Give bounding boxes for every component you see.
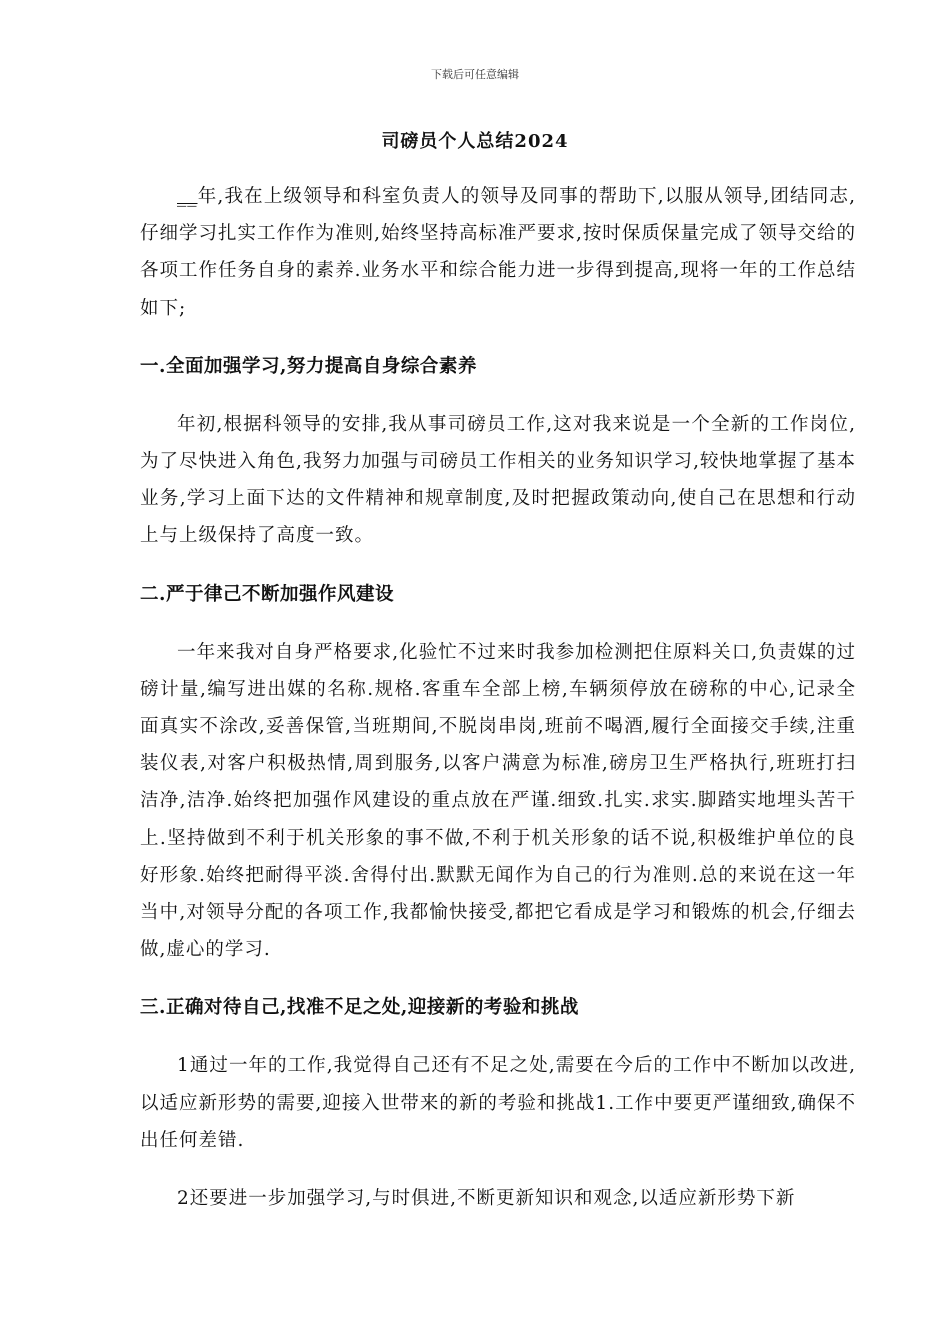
section-3-paragraph-2: 2还要进一步加强学习,与时俱进,不断更新知识和观念,以适应新形势下新 [177, 1188, 796, 1210]
section-1-heading: 一.全面加强学习,努力提高自身综合素养 [140, 355, 477, 377]
document-body [140, 178, 856, 1238]
document-title: 司磅员个人总结2024 [381, 131, 569, 152]
header-note: 下载后可任意编辑 [431, 68, 519, 81]
section-2-paragraph-1: 一年来我对自身严格要求,化验忙不过来时我参加检测把住原料关口,负责媒的过磅计量,编写进出媒的名称.规格.客重车全部上榜,车辆须停放在磅称的中心,记录全面真实不涂改,妥善保管,当班期间,不脱岗串岗,班前不喝酒,履行全面接交手续,注重装仪表,对客户积极热情,周到服务,以客户满意为标准,磅房卫生严格执行,班班打扫洁净,洁净.始终把加强作风建设的重点放在严谨.细致.扎实.求实.脚踏实地埋头苦干上.坚持做到不利于机关形象的事不做,不利于机关形象的话不说,积极维护单位的良好形象.始终把耐得平淡.舍得付出.默默无闻作为自己的行为准则.总的来说在这一年当中,对领导分配的各项工作,我都愉快接受,都把它看成是学习和锻炼的机会,仔细去做,虚心的学习. [140, 641, 856, 961]
section-1-paragraph-1: 年初,根据科领导的安排,我从事司磅员工作,这对我来说是一个全新的工作岗位,为了尽快进入角色,我努力加强与司磅员工作相关的业务知识学习,较快地掌握了基本业务,学习上面下达的文件精神和规章制度,及时把握政策动向,使自己在思想和行动上与上级保持了高度一致。 [140, 413, 856, 547]
section-2-heading: 二.严于律己不断加强作风建设 [140, 583, 394, 605]
intro-text: 年,我在上级领导和科室负责人的领导及同事的帮助下,以服从领导,团结同志,仔细学习扎实工作作为准则,始终坚持高标准严要求,按时保质保量完成了领导交给的各项工作任务自身的素养.业务水平和综合能力进一步得到提高,现将一年的工作总结如下; [140, 186, 856, 319]
intro-blank: __ [177, 186, 198, 207]
intro-paragraph [140, 178, 856, 327]
section-3-heading: 三.正确对待自己,找准不足之处,迎接新的考验和挑战 [140, 997, 579, 1019]
section-3-paragraph-1: 1通过一年的工作,我觉得自己还有不足之处,需要在今后的工作中不断加以改进,以适应新形势的需要,迎接入世带来的新的考验和挑战1.工作中要更严谨细致,确保不出任何差错. [140, 1055, 856, 1151]
